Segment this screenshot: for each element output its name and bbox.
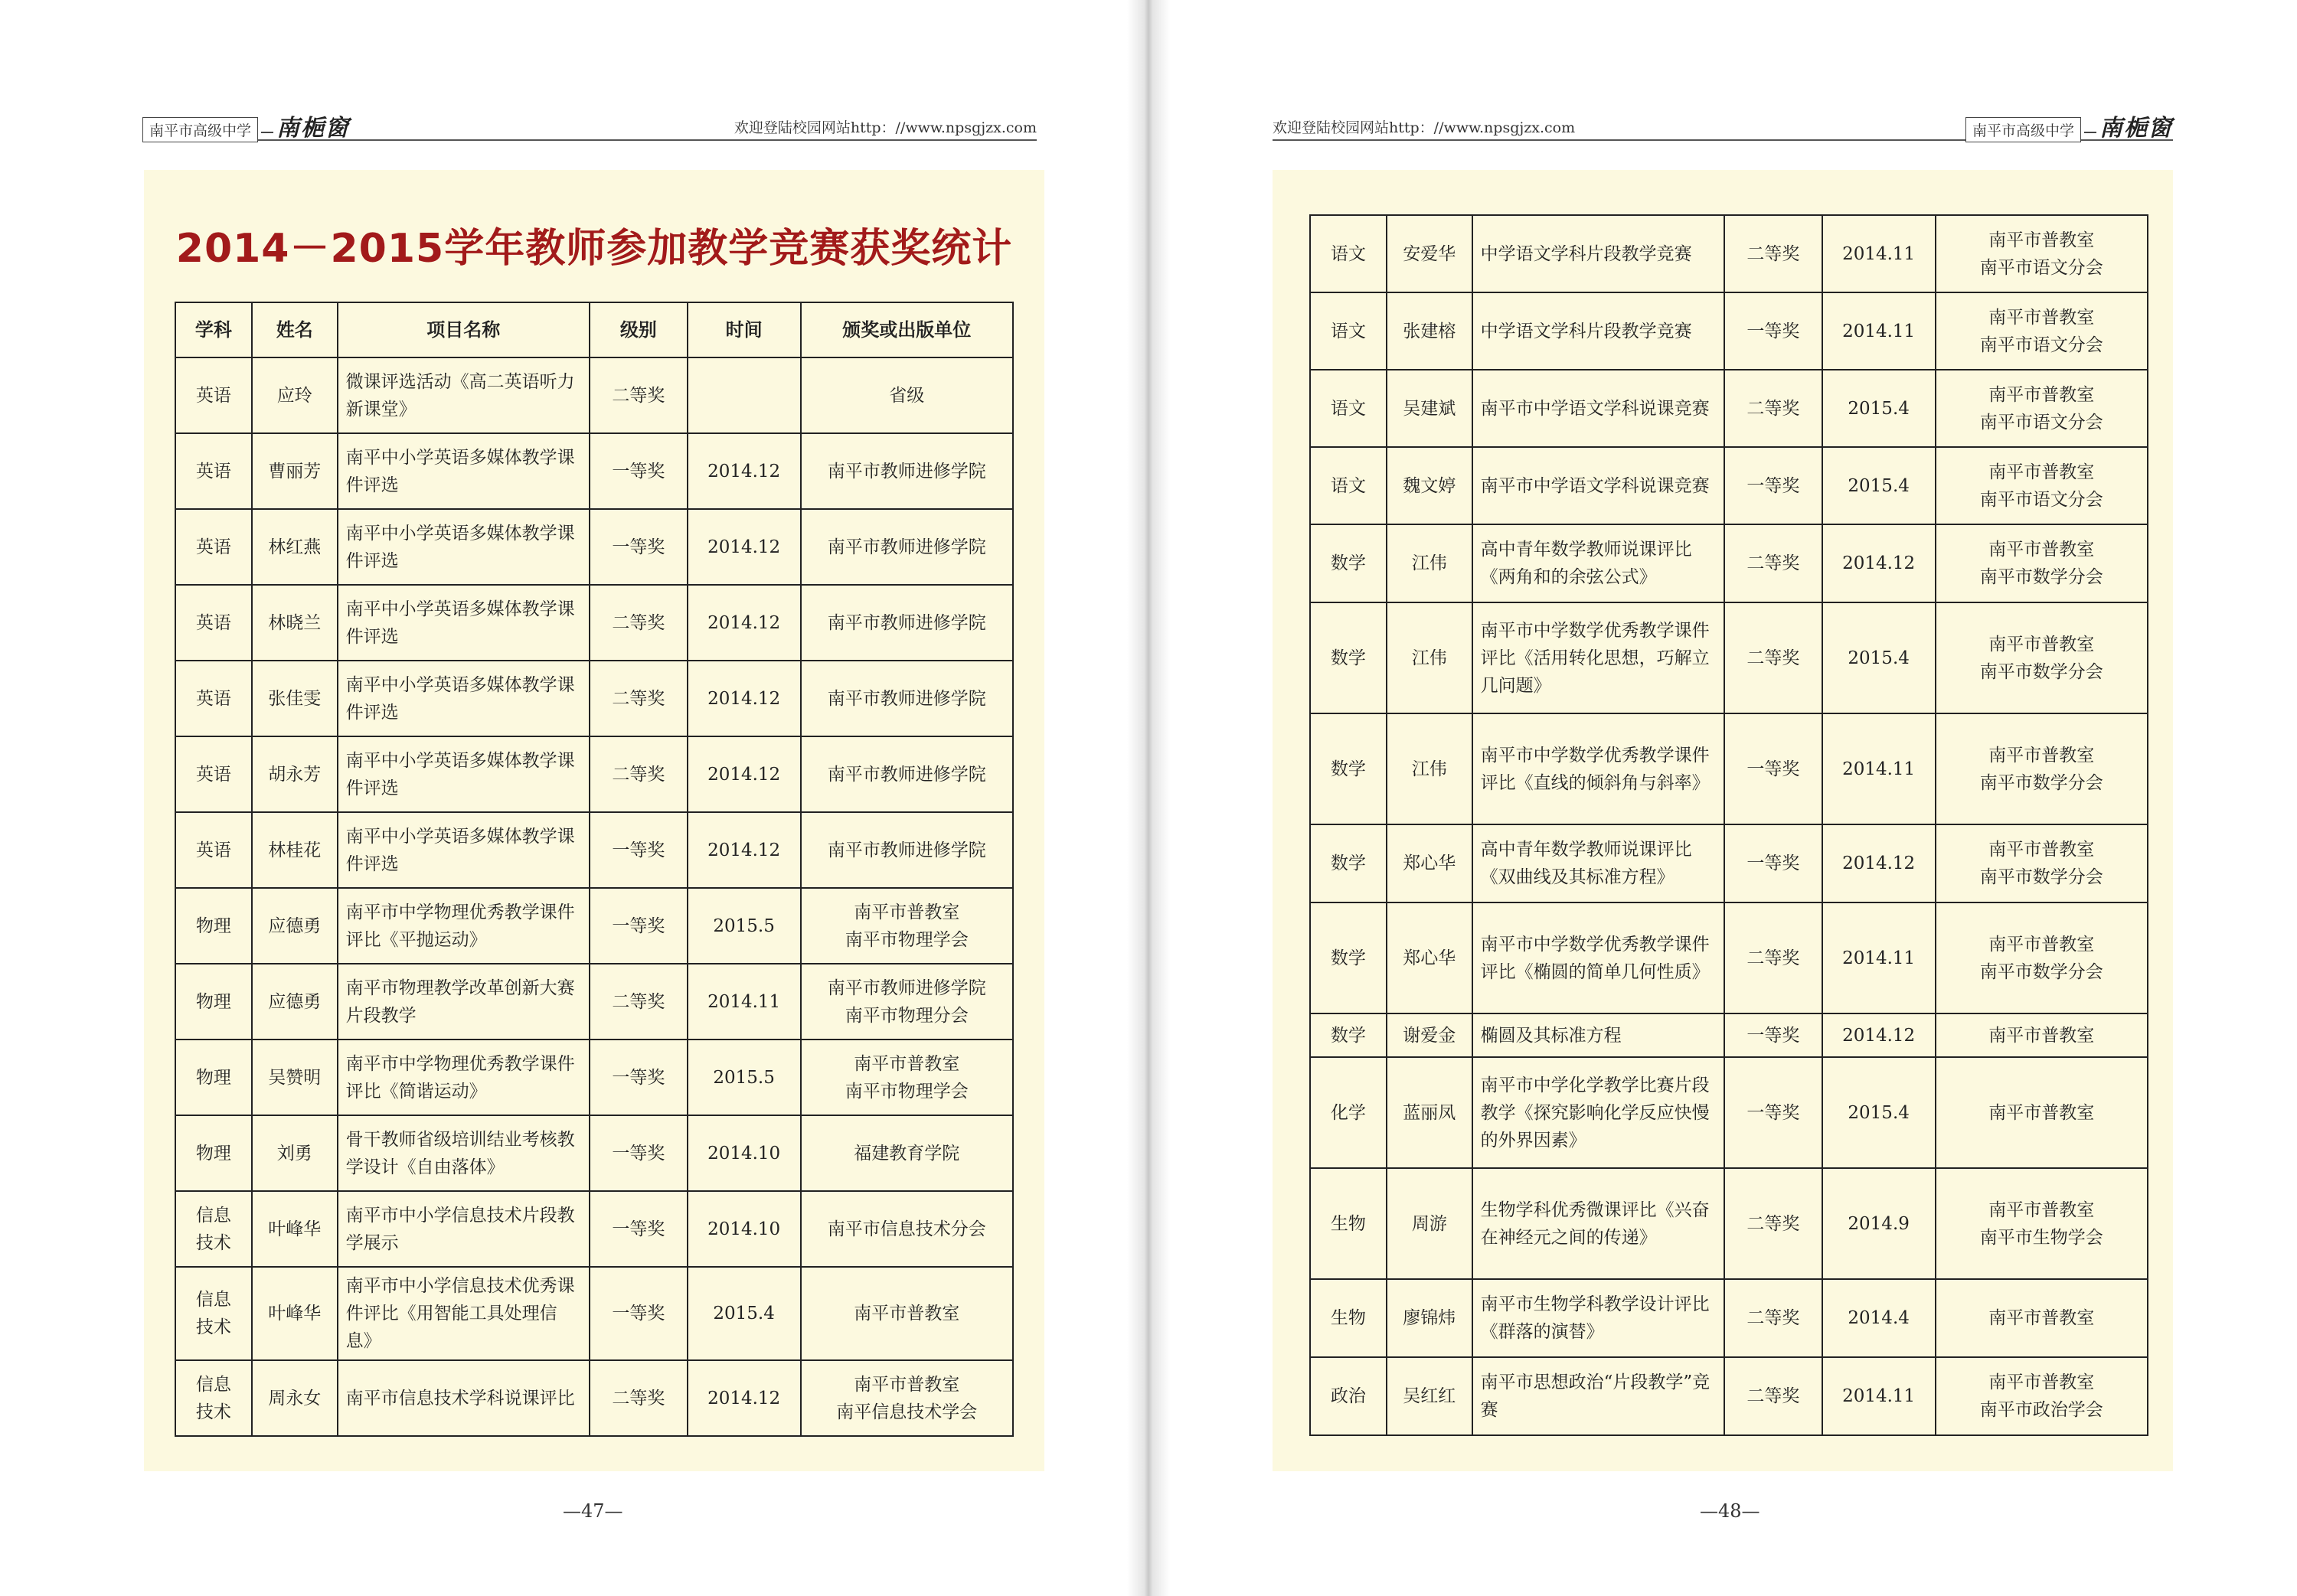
column-header-unit: 颁奖或出版单位 xyxy=(801,302,1013,357)
brand-text: 南梔窗 xyxy=(276,115,351,142)
table-row xyxy=(1310,824,2148,902)
cell-level: 一等奖 xyxy=(590,812,688,888)
cell-date: 2014.12 xyxy=(1822,824,1936,902)
table-row xyxy=(175,1191,1013,1267)
table-row xyxy=(1310,524,2148,602)
cell-unit: 南平市普教室 南平市语文分会 xyxy=(1936,215,2148,292)
cell-level: 一等奖 xyxy=(1724,824,1822,902)
cell-unit: 南平市普教室 xyxy=(801,1267,1013,1360)
cell-name: 廖锦炜 xyxy=(1387,1279,1472,1357)
cell-subject: 政治 xyxy=(1310,1357,1387,1435)
cell-project: 南平市中小学信息技术片段教学展示 xyxy=(338,1191,590,1267)
cell-project: 南平市中小学信息技术优秀课件评比《用智能工具处理信息》 xyxy=(338,1267,590,1360)
cell-unit: 南平市教师进修学院 xyxy=(801,509,1013,585)
cell-date: 2014.12 xyxy=(688,509,801,585)
cell-subject: 物理 xyxy=(175,964,252,1040)
cell-unit: 南平市普教室 南平市物理学会 xyxy=(801,1040,1013,1115)
cell-level: 二等奖 xyxy=(1724,215,1822,292)
cell-subject: 语文 xyxy=(1310,292,1387,370)
page-number-left: —47— xyxy=(563,1500,623,1522)
cell-name: 林桂花 xyxy=(252,812,338,888)
cell-date: 2014.11 xyxy=(1822,1357,1936,1435)
school-name: 南平市高级中学 xyxy=(1965,117,2081,142)
cell-name: 谢爱金 xyxy=(1387,1013,1472,1057)
cell-subject: 物理 xyxy=(175,1115,252,1191)
cell-project: 南平市中学化学教学比赛片段教学《探究影响化学反应快慢的外界因素》 xyxy=(1472,1057,1724,1168)
cell-date: 2014.10 xyxy=(688,1115,801,1191)
table-row xyxy=(1310,215,2148,292)
cell-date: 2014.12 xyxy=(688,736,801,812)
cell-subject: 信息 技术 xyxy=(175,1191,252,1267)
cell-name: 周游 xyxy=(1387,1168,1472,1279)
right-content-panel xyxy=(1273,170,2173,1471)
cell-subject: 信息 技术 xyxy=(175,1360,252,1436)
cell-name: 吴赞明 xyxy=(252,1040,338,1115)
cell-level: 一等奖 xyxy=(1724,1013,1822,1057)
cell-project: 高中青年数学教师说课评比《两角和的余弦公式》 xyxy=(1472,524,1724,602)
cell-unit: 福建教育学院 xyxy=(801,1115,1013,1191)
cell-date: 2014.11 xyxy=(1822,292,1936,370)
cell-level: 二等奖 xyxy=(590,964,688,1040)
cell-level: 一等奖 xyxy=(1724,292,1822,370)
cell-project: 高中青年数学教师说课评比《双曲线及其标准方程》 xyxy=(1472,824,1724,902)
cell-name: 林晓兰 xyxy=(252,585,338,661)
cell-level: 二等奖 xyxy=(590,585,688,661)
cell-unit: 南平市普教室 南平市政治学会 xyxy=(1936,1357,2148,1435)
cell-project: 生物学科优秀微课评比《兴奋在神经元之间的传递》 xyxy=(1472,1168,1724,1279)
cell-subject: 英语 xyxy=(175,585,252,661)
page-title: 2014－2015学年教师参加教学竞赛获奖统计 xyxy=(175,226,1013,272)
cell-level: 一等奖 xyxy=(590,1115,688,1191)
cell-unit: 省级 xyxy=(801,357,1013,433)
cell-subject: 英语 xyxy=(175,736,252,812)
cell-subject: 数学 xyxy=(1310,902,1387,1013)
cell-project: 南平市中学物理优秀教学课件评比《简谐运动》 xyxy=(338,1040,590,1115)
cell-name: 应德勇 xyxy=(252,888,338,964)
cell-level: 一等奖 xyxy=(1724,1057,1822,1168)
cell-subject: 数学 xyxy=(1310,1013,1387,1057)
cell-project: 南平市生物学科教学设计评比《群落的演替》 xyxy=(1472,1279,1724,1357)
column-header-level: 级别 xyxy=(590,302,688,357)
table-row xyxy=(175,736,1013,812)
cell-level: 一等奖 xyxy=(590,1040,688,1115)
cell-unit: 南平市普教室 南平市数学分会 xyxy=(1936,902,2148,1013)
table-row xyxy=(175,661,1013,736)
cell-subject: 语文 xyxy=(1310,447,1387,524)
cell-subject: 物理 xyxy=(175,888,252,964)
column-header-project: 项目名称 xyxy=(338,302,590,357)
cell-level: 二等奖 xyxy=(1724,524,1822,602)
cell-subject: 语文 xyxy=(1310,370,1387,447)
cell-project: 南平中小学英语多媒体教学课件评选 xyxy=(338,585,590,661)
cell-project: 中学语文学科片段教学竞赛 xyxy=(1472,215,1724,292)
awards-table-left xyxy=(175,302,1014,1437)
cell-project: 南平中小学英语多媒体教学课件评选 xyxy=(338,433,590,509)
table-row xyxy=(1310,902,2148,1013)
cell-level: 一等奖 xyxy=(590,1191,688,1267)
cell-project: 南平市中学数学优秀教学课件评比《直线的倾斜角与斜率》 xyxy=(1472,713,1724,824)
cell-subject: 信息 技术 xyxy=(175,1267,252,1360)
cell-name: 周永女 xyxy=(252,1360,338,1436)
cell-level: 一等奖 xyxy=(590,888,688,964)
cell-unit: 南平市普教室 南平信息技术学会 xyxy=(801,1360,1013,1436)
cell-date: 2014.12 xyxy=(1822,524,1936,602)
cell-unit: 南平市普教室 南平市数学分会 xyxy=(1936,824,2148,902)
cell-name: 张佳雯 xyxy=(252,661,338,736)
cell-date: 2014.12 xyxy=(688,812,801,888)
cell-name: 胡永芳 xyxy=(252,736,338,812)
cell-date: 2015.4 xyxy=(1822,447,1936,524)
table-row xyxy=(175,1040,1013,1115)
column-header-date: 时间 xyxy=(688,302,801,357)
cell-project: 南平市思想政治“片段教学”竞赛 xyxy=(1472,1357,1724,1435)
website-welcome: 欢迎登陆校园网站http：//www.npsgjzx.com xyxy=(734,119,1037,136)
cell-unit: 南平市教师进修学院 xyxy=(801,661,1013,736)
cell-name: 曹丽芳 xyxy=(252,433,338,509)
cell-subject: 物理 xyxy=(175,1040,252,1115)
cell-name: 应德勇 xyxy=(252,964,338,1040)
left-page xyxy=(0,0,1148,1596)
logo-divider xyxy=(2084,132,2096,133)
cell-project: 南平市中学物理优秀教学课件评比《平抛运动》 xyxy=(338,888,590,964)
table-row xyxy=(175,1115,1013,1191)
school-logo xyxy=(142,109,350,142)
left-content-panel xyxy=(144,170,1044,1471)
cell-name: 郑心华 xyxy=(1387,824,1472,902)
cell-date: 2015.5 xyxy=(688,888,801,964)
cell-date: 2014.10 xyxy=(688,1191,801,1267)
cell-project: 微课评选活动《高二英语听力新课堂》 xyxy=(338,357,590,433)
cell-level: 二等奖 xyxy=(1724,370,1822,447)
cell-date: 2015.5 xyxy=(688,1040,801,1115)
column-header-name: 姓名 xyxy=(252,302,338,357)
cell-date: 2014.12 xyxy=(1822,1013,1936,1057)
table-row xyxy=(175,888,1013,964)
cell-project: 南平中小学英语多媒体教学课件评选 xyxy=(338,661,590,736)
cell-unit: 南平市普教室 xyxy=(1936,1013,2148,1057)
cell-date: 2014.12 xyxy=(688,433,801,509)
cell-date: 2015.4 xyxy=(1822,370,1936,447)
cell-project: 南平中小学英语多媒体教学课件评选 xyxy=(338,509,590,585)
cell-project: 椭圆及其标准方程 xyxy=(1472,1013,1724,1057)
cell-subject: 英语 xyxy=(175,509,252,585)
cell-subject: 语文 xyxy=(1310,215,1387,292)
school-name: 南平市高级中学 xyxy=(142,117,258,142)
brand-text: 南梔窗 xyxy=(2099,115,2173,142)
table-row xyxy=(1310,292,2148,370)
cell-date: 2014.12 xyxy=(688,661,801,736)
cell-project: 骨干教师省级培训结业考核教学设计《自由落体》 xyxy=(338,1115,590,1191)
cell-subject: 英语 xyxy=(175,357,252,433)
cell-level: 二等奖 xyxy=(1724,1168,1822,1279)
table-row xyxy=(1310,1013,2148,1057)
cell-unit: 南平市普教室 南平市语文分会 xyxy=(1936,447,2148,524)
cell-unit: 南平市普教室 xyxy=(1936,1057,2148,1168)
cell-unit: 南平市教师进修学院 xyxy=(801,736,1013,812)
table-row xyxy=(175,585,1013,661)
cell-unit: 南平市教师进修学院 xyxy=(801,433,1013,509)
table-row xyxy=(175,812,1013,888)
cell-subject: 数学 xyxy=(1310,602,1387,713)
cell-date: 2014.11 xyxy=(1822,713,1936,824)
cell-project: 南平中小学英语多媒体教学课件评选 xyxy=(338,812,590,888)
cell-project: 南平市中学数学优秀教学课件评比《椭圆的简单几何性质》 xyxy=(1472,902,1724,1013)
cell-level: 二等奖 xyxy=(590,1360,688,1436)
cell-subject: 数学 xyxy=(1310,524,1387,602)
table-row xyxy=(175,509,1013,585)
cell-subject: 化学 xyxy=(1310,1057,1387,1168)
cell-name: 刘勇 xyxy=(252,1115,338,1191)
cell-unit: 南平市普教室 南平市语文分会 xyxy=(1936,370,2148,447)
cell-unit: 南平市普教室 xyxy=(1936,1279,2148,1357)
table-row xyxy=(1310,1168,2148,1279)
cell-unit: 南平市普教室 南平市语文分会 xyxy=(1936,292,2148,370)
table-row xyxy=(1310,602,2148,713)
cell-unit: 南平市教师进修学院 南平市物理分会 xyxy=(801,964,1013,1040)
table-row xyxy=(175,357,1013,433)
cell-level: 二等奖 xyxy=(1724,1279,1822,1357)
table-row xyxy=(175,1360,1013,1436)
cell-unit: 南平市普教室 南平市生物学会 xyxy=(1936,1168,2148,1279)
cell-name: 魏文婷 xyxy=(1387,447,1472,524)
cell-name: 安爱华 xyxy=(1387,215,1472,292)
table-row xyxy=(1310,1357,2148,1435)
left-header xyxy=(142,107,1037,141)
cell-subject: 生物 xyxy=(1310,1279,1387,1357)
cell-date: 2015.4 xyxy=(1822,602,1936,713)
right-header xyxy=(1273,107,2173,141)
column-header-subject: 学科 xyxy=(175,302,252,357)
cell-name: 林红燕 xyxy=(252,509,338,585)
page-number-right: —48— xyxy=(1700,1500,1760,1522)
cell-project: 南平市中学语文学科说课竞赛 xyxy=(1472,447,1724,524)
cell-subject: 数学 xyxy=(1310,824,1387,902)
cell-level: 一等奖 xyxy=(590,1267,688,1360)
cell-name: 吴红红 xyxy=(1387,1357,1472,1435)
cell-subject: 英语 xyxy=(175,433,252,509)
cell-level: 二等奖 xyxy=(590,357,688,433)
cell-project: 中学语文学科片段教学竞赛 xyxy=(1472,292,1724,370)
table-header-row xyxy=(175,302,1013,357)
cell-date xyxy=(688,357,801,433)
cell-unit: 南平市普教室 南平市数学分会 xyxy=(1936,713,2148,824)
table-row xyxy=(1310,1057,2148,1168)
table-row xyxy=(175,433,1013,509)
cell-project: 南平市中学数学优秀教学课件评比《活用转化思想，巧解立几问题》 xyxy=(1472,602,1724,713)
cell-name: 江伟 xyxy=(1387,524,1472,602)
cell-name: 蓝丽凤 xyxy=(1387,1057,1472,1168)
cell-subject: 生物 xyxy=(1310,1168,1387,1279)
table-row xyxy=(175,964,1013,1040)
right-page xyxy=(1148,0,2297,1596)
logo-divider xyxy=(261,132,273,133)
cell-unit: 南平市信息技术分会 xyxy=(801,1191,1013,1267)
table-row xyxy=(175,1267,1013,1360)
awards-table-right xyxy=(1309,214,2148,1436)
cell-date: 2015.4 xyxy=(1822,1057,1936,1168)
cell-name: 郑心华 xyxy=(1387,902,1472,1013)
table-row xyxy=(1310,713,2148,824)
cell-unit: 南平市教师进修学院 xyxy=(801,812,1013,888)
cell-date: 2014.12 xyxy=(688,1360,801,1436)
cell-level: 二等奖 xyxy=(1724,602,1822,713)
cell-level: 二等奖 xyxy=(1724,1357,1822,1435)
cell-project: 南平市中学语文学科说课竞赛 xyxy=(1472,370,1724,447)
cell-name: 张建榕 xyxy=(1387,292,1472,370)
cell-level: 一等奖 xyxy=(590,509,688,585)
cell-project: 南平市物理教学改革创新大赛片段教学 xyxy=(338,964,590,1040)
cell-date: 2014.4 xyxy=(1822,1279,1936,1357)
cell-level: 一等奖 xyxy=(590,433,688,509)
cell-date: 2014.11 xyxy=(1822,902,1936,1013)
cell-level: 二等奖 xyxy=(1724,902,1822,1013)
cell-level: 一等奖 xyxy=(1724,713,1822,824)
cell-unit: 南平市教师进修学院 xyxy=(801,585,1013,661)
cell-unit: 南平市普教室 南平市数学分会 xyxy=(1936,602,2148,713)
cell-date: 2015.4 xyxy=(688,1267,801,1360)
table-row xyxy=(1310,1279,2148,1357)
book-gutter xyxy=(1127,0,1170,1596)
cell-name: 江伟 xyxy=(1387,602,1472,713)
table-row xyxy=(1310,447,2148,524)
table-row xyxy=(1310,370,2148,447)
cell-subject: 英语 xyxy=(175,812,252,888)
website-welcome: 欢迎登陆校园网站http：//www.npsgjzx.com xyxy=(1273,119,1576,136)
cell-level: 一等奖 xyxy=(1724,447,1822,524)
cell-project: 南平市信息技术学科说课评比 xyxy=(338,1360,590,1436)
cell-name: 叶峰华 xyxy=(252,1191,338,1267)
cell-name: 应玲 xyxy=(252,357,338,433)
cell-name: 吴建斌 xyxy=(1387,370,1472,447)
cell-date: 2014.9 xyxy=(1822,1168,1936,1279)
cell-level: 二等奖 xyxy=(590,736,688,812)
cell-date: 2014.11 xyxy=(1822,215,1936,292)
cell-level: 二等奖 xyxy=(590,661,688,736)
cell-unit: 南平市普教室 南平市物理学会 xyxy=(801,888,1013,964)
cell-project: 南平中小学英语多媒体教学课件评选 xyxy=(338,736,590,812)
cell-date: 2014.11 xyxy=(688,964,801,1040)
cell-subject: 英语 xyxy=(175,661,252,736)
cell-name: 江伟 xyxy=(1387,713,1472,824)
cell-name: 叶峰华 xyxy=(252,1267,338,1360)
cell-date: 2014.12 xyxy=(688,585,801,661)
school-logo xyxy=(1965,109,2173,142)
cell-unit: 南平市普教室 南平市数学分会 xyxy=(1936,524,2148,602)
cell-subject: 数学 xyxy=(1310,713,1387,824)
